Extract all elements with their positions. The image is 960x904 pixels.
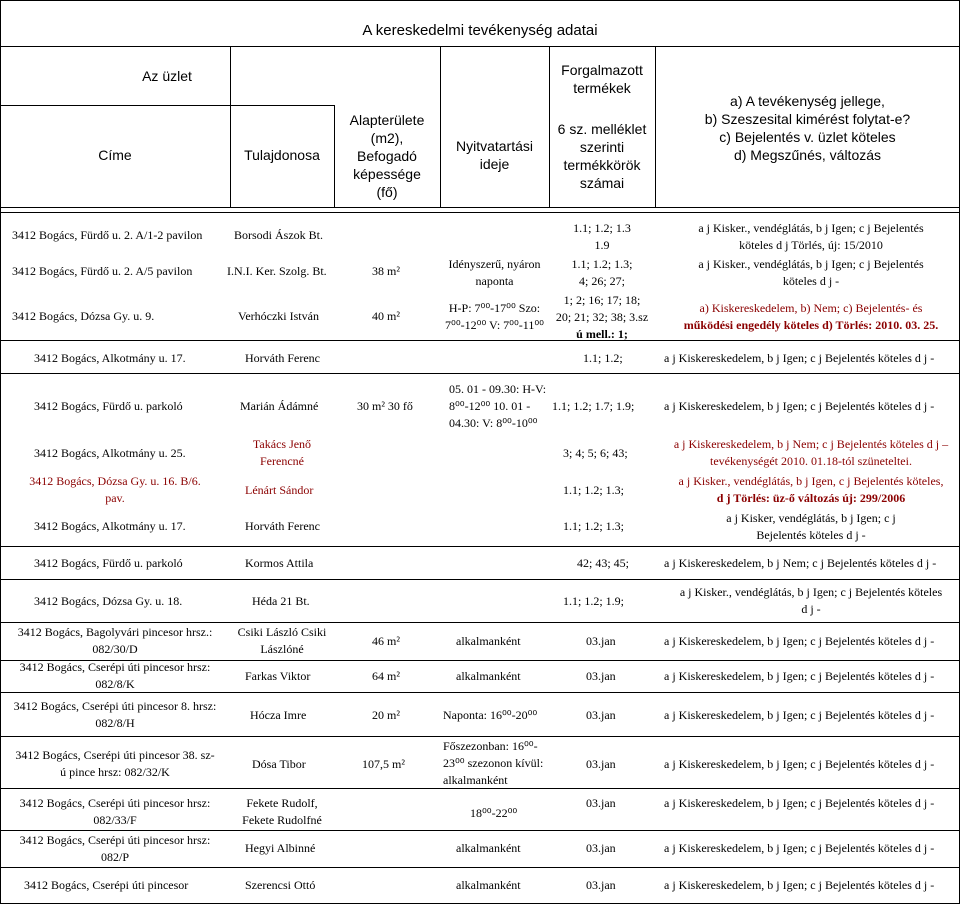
row-nyitva: alkalmanként — [456, 841, 521, 855]
header-forgalmazott: Forgalmazott termékek — [561, 62, 643, 96]
row-termek: 1.1; 1.2; 1.3; — [563, 483, 625, 497]
row-tulaj: I.N.I. Ker. Szolg. Bt. — [227, 264, 327, 278]
header-tevekenyseg: a) A tevékenység jellege, b) Szeszesital kimérést folytat-e? c) Bejelentés v. üzlet köteles d) Megszűnés, változás — [704, 93, 911, 163]
row-tevekenyseg: a j Kiskereskedelem, b j Igen; c j Bejelentés köteles d j - — [664, 351, 935, 365]
row-termek: 03.jan — [586, 757, 616, 771]
row-tevekenyseg: a j Kisker., vendéglátás, b j Igen; c j Bejelentés köteles d j - — [679, 585, 943, 616]
row-nyitva: 18⁰⁰-22⁰⁰ — [470, 806, 518, 820]
row-tulaj: Borsodi Ászok Bt. — [234, 228, 324, 242]
row-termek: 1.1; 1.2; 1.3 1.9 — [573, 221, 631, 252]
row-cime: 3412 Bogács, Fürdő u. parkoló — [34, 556, 183, 570]
row-nyitva: 05. 01 - 09.30: H-V: 8⁰⁰-12⁰⁰ 10. 01 - 04.30: V: 8⁰⁰-10⁰⁰ — [449, 382, 547, 430]
row-terulet: 38 m² — [372, 264, 400, 278]
row-cime: 3412 Bogács, Cserépi úti pincesor 8. hrsz: 082/8/H — [13, 699, 217, 730]
row-tulaj: Takács Jenő Ferencné — [252, 437, 312, 468]
row-cime: 3412 Bogács, Dózsa Gy. u. 16. B/6. pav. — [29, 474, 201, 505]
row-tevekenyseg: a j Kiskereskedelem, b j Nem; c j Bejelentés köteles d j - — [664, 556, 937, 570]
row-tulaj: Marián Ádámné — [240, 399, 319, 413]
row-terulet: 40 m² — [372, 309, 400, 323]
page-title: A kereskedelmi tevékenység adatai — [362, 22, 598, 39]
row-terulet: 64 m² — [372, 669, 400, 683]
row-tevekenyseg: a j Kiskereskedelem, b j Igen; c j Bejelentés köteles d j - — [664, 878, 935, 892]
row-termek: 42; 43; 45; — [577, 556, 630, 570]
row-terulet: 20 m² — [372, 708, 400, 722]
row-tulaj: Horváth Ferenc — [245, 351, 320, 365]
row-cime: 3412 Bogács, Cserépi úti pincesor hrsz: 082/P — [19, 833, 211, 864]
row-cime: 3412 Bogács, Cserépi úti pincesor — [24, 878, 189, 892]
header-tulajdonosa: Tulajdonosa — [244, 147, 320, 163]
row-nyitva: alkalmanként — [456, 878, 521, 892]
row-cime: 3412 Bogács, Fürdő u. 2. A/1-2 pavilon — [12, 228, 203, 242]
row-termek: 03.jan — [586, 669, 616, 683]
row-terulet: 46 m² — [372, 634, 400, 648]
row-cime: 3412 Bogács, Fürdő u. 2. A/5 pavilon — [12, 264, 193, 278]
row-cime: 3412 Bogács, Bagolyvári pincesor hrsz.: 082/30/D — [17, 625, 213, 656]
row-cime: 3412 Bogács, Alkotmány u. 17. — [34, 519, 186, 533]
row-termek: 1.1; 1.2; 1.7; 1.9; — [552, 399, 635, 413]
row-termek: 1.1; 1.2; 1.3; — [563, 519, 625, 533]
header-alapterulete: Alapterülete (m2), Befogadó képessége (fő) — [349, 112, 425, 200]
row-termek: 3; 4; 5; 6; 43; — [563, 446, 628, 460]
row-termek: 03.jan — [586, 841, 616, 855]
row-cime: 3412 Bogács, Fürdő u. parkoló — [34, 399, 183, 413]
header-nyitvatartas: Nyitvatartási ideje — [455, 138, 534, 172]
row-cime: 3412 Bogács, Dózsa Gy. u. 9. — [12, 309, 155, 323]
row-tulaj: Dósa Tibor — [252, 757, 306, 771]
row-cime: 3412 Bogács, Cserépi úti pincesor 38. sz- ú pince hrsz: 082/32/K — [15, 748, 215, 779]
row-cime: 3412 Bogács, Alkotmány u. 17. — [34, 351, 186, 365]
row-tevekenyseg: a j Kiskereskedelem, b j Igen; c j Bejelentés köteles d j - — [664, 757, 935, 771]
row-tevekenyseg: a j Kiskereskedelem, b j Igen; c j Bejelentés köteles d j - — [664, 796, 935, 810]
header-cime: Címe — [98, 147, 132, 163]
row-tevekenyseg: a j Kiskereskedelem, b j Igen; c j Bejelentés köteles d j - — [664, 708, 935, 722]
row-termek: 1.1; 1.2; 1.9; — [563, 594, 625, 608]
row-termek: 1.1; 1.2; — [583, 351, 623, 365]
row-termek: 1; 2; 16; 17; 18; 20; 21; 32; 38; 3.sz ú mell.: 1; — [555, 293, 649, 341]
row-tevekenyseg: a j Kisker., vendéglátás, b j Igen; c j Bejelentés köteles d j - — [698, 257, 924, 288]
row-nyitva: alkalmanként — [456, 634, 521, 648]
row-tulaj: Csiki László Csiki Lászlóné — [237, 625, 327, 656]
row-cime: 3412 Bogács, Dózsa Gy. u. 18. — [34, 594, 183, 608]
row-terulet: 107,5 m² — [362, 757, 405, 771]
row-tevekenyseg: a j Kisker, vendéglátás, b j Igen; c j Bejelentés köteles d j - — [726, 511, 896, 542]
row-tevekenyseg: a j Kiskereskedelem, b j Igen; c j Bejelentés köteles d j - — [664, 399, 935, 413]
row-tevekenyseg: a j Kiskereskedelem, b j Igen; c j Bejelentés köteles d j - — [664, 841, 935, 855]
row-tevekenyseg: a j Kiskereskedelem, b j Igen; c j Bejelentés köteles d j - — [664, 634, 935, 648]
row-cime: 3412 Bogács, Alkotmány u. 25. — [34, 446, 186, 460]
row-tulaj: Farkas Viktor — [245, 669, 311, 683]
row-nyitva: Idényszerű, nyáron naponta — [448, 257, 541, 288]
row-terulet: 30 m² 30 fő — [357, 399, 413, 413]
row-cime: 3412 Bogács, Cserépi úti pincesor hrsz: 082/8/K — [19, 660, 211, 691]
row-tulaj: Lénárt Sándor — [245, 483, 314, 497]
row-nyitva: Főszezonban: 16⁰⁰- 23⁰⁰ szezonon kívül: alkalmanként — [443, 739, 544, 787]
row-tevekenyseg: a j Kisker., vendéglátás, b j Igen; c j Bejelentés köteles d j Törlés, új: 15/2010 — [698, 221, 924, 252]
row-termek: 03.jan — [586, 796, 616, 810]
row-termek: 03.jan — [586, 708, 616, 722]
row-tulaj: Hócza Imre — [250, 708, 307, 722]
row-termek: 03.jan — [586, 878, 616, 892]
row-tulaj: Horváth Ferenc — [245, 519, 320, 533]
row-tevekenyseg: a j Kiskereskedelem, b j Nem; c j Bejelentés köteles d j – tevékenységét 2010. 01.18-tól szüneteltei. — [673, 437, 949, 468]
row-tevekenyseg: a) Kiskereskedelem, b) Nem; c) Bejelentés- és működési engedély köteles d) Törlés: 2010. 03. 25. — [683, 301, 939, 332]
row-termek: 03.jan — [586, 634, 616, 648]
row-nyitva: alkalmanként — [456, 669, 521, 683]
row-tulaj: Verhóczki István — [238, 309, 319, 323]
header-uzlet: Az üzlet — [142, 68, 192, 84]
row-tulaj: Szerencsi Ottó — [245, 878, 316, 892]
row-termek: 1.1; 1.2; 1.3; 4; 26; 27; — [571, 257, 633, 288]
row-nyitva: H-P: 7⁰⁰-17⁰⁰ Szo: 7⁰⁰-12⁰⁰ V: 7⁰⁰-11⁰⁰ — [445, 301, 544, 332]
row-nyitva: Naponta: 16⁰⁰-20⁰⁰ — [443, 708, 538, 722]
row-tulaj: Kormos Attila — [245, 556, 314, 570]
row-tulaj: Fekete Rudolf, Fekete Rudolfné — [242, 796, 322, 827]
row-tulaj: Héda 21 Bt. — [252, 594, 310, 608]
row-tevekenyseg: a j Kiskereskedelem, b j Igen; c j Bejelentés köteles d j - — [664, 669, 935, 683]
row-cime: 3412 Bogács, Cserépi úti pincesor hrsz: 082/33/F — [19, 796, 211, 827]
header-melleklet: 6 sz. melléklet szerinti termékkörök számai — [557, 121, 647, 191]
row-tulaj: Hegyi Albinné — [245, 841, 316, 855]
row-tevekenyseg: a j Kisker., vendéglátás, b j Igen, c j Bejelentés köteles, d j Törlés: üz-ő változás új: 299/2006 — [678, 474, 944, 505]
